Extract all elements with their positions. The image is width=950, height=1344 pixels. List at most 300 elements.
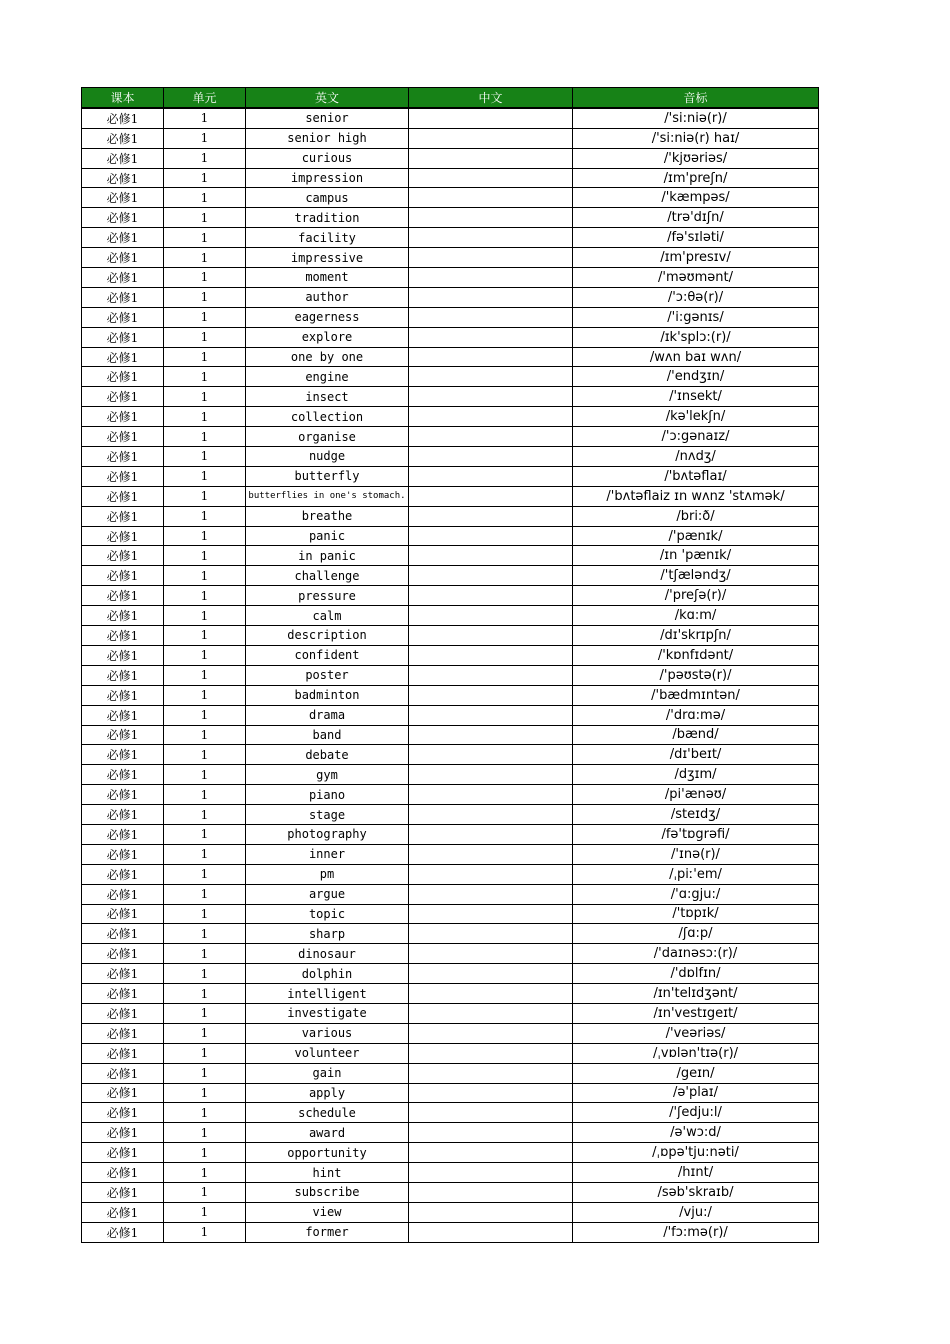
cell-chinese bbox=[409, 685, 573, 705]
header-row bbox=[82, 88, 819, 108]
cell-book: 必修1 bbox=[82, 367, 164, 387]
cell-english: dolphin bbox=[246, 964, 409, 984]
cell-unit: 1 bbox=[164, 128, 246, 148]
cell-chinese bbox=[409, 287, 573, 307]
cell-unit: 1 bbox=[164, 626, 246, 646]
cell-english: view bbox=[246, 1202, 409, 1222]
cell-phonetic: /geɪn/ bbox=[573, 1063, 819, 1083]
cell-chinese bbox=[409, 1143, 573, 1163]
cell-book: 必修1 bbox=[82, 228, 164, 248]
table-row bbox=[82, 148, 819, 168]
cell-chinese bbox=[409, 347, 573, 367]
table-row bbox=[82, 685, 819, 705]
cell-chinese bbox=[409, 645, 573, 665]
cell-english: pressure bbox=[246, 586, 409, 606]
cell-book: 必修1 bbox=[82, 526, 164, 546]
cell-book: 必修1 bbox=[82, 1163, 164, 1183]
cell-unit: 1 bbox=[164, 1063, 246, 1083]
cell-book: 必修1 bbox=[82, 665, 164, 685]
cell-unit: 1 bbox=[164, 1182, 246, 1202]
cell-unit: 1 bbox=[164, 765, 246, 785]
cell-english: nudge bbox=[246, 447, 409, 467]
cell-phonetic: /ə'wɔ:d/ bbox=[573, 1123, 819, 1143]
cell-book: 必修1 bbox=[82, 307, 164, 327]
cell-phonetic: /nʌdʒ/ bbox=[573, 447, 819, 467]
cell-unit: 1 bbox=[164, 168, 246, 188]
cell-english: breathe bbox=[246, 506, 409, 526]
cell-english: one by one bbox=[246, 347, 409, 367]
cell-english: investigate bbox=[246, 1003, 409, 1023]
cell-phonetic: /'kɒnfɪdənt/ bbox=[573, 645, 819, 665]
cell-phonetic: /səb'skraɪb/ bbox=[573, 1182, 819, 1202]
cell-english: band bbox=[246, 725, 409, 745]
cell-chinese bbox=[409, 1023, 573, 1043]
table-row bbox=[82, 526, 819, 546]
cell-chinese bbox=[409, 307, 573, 327]
cell-english: sharp bbox=[246, 924, 409, 944]
cell-phonetic: /vju:/ bbox=[573, 1202, 819, 1222]
cell-chinese bbox=[409, 1063, 573, 1083]
cell-chinese bbox=[409, 367, 573, 387]
cell-english: gym bbox=[246, 765, 409, 785]
cell-chinese bbox=[409, 1083, 573, 1103]
cell-phonetic: /'tɒpɪk/ bbox=[573, 904, 819, 924]
cell-phonetic: /bri:ð/ bbox=[573, 506, 819, 526]
cell-unit: 1 bbox=[164, 824, 246, 844]
cell-book: 必修1 bbox=[82, 1083, 164, 1103]
cell-book: 必修1 bbox=[82, 844, 164, 864]
cell-chinese bbox=[409, 248, 573, 268]
cell-chinese bbox=[409, 586, 573, 606]
cell-book: 必修1 bbox=[82, 407, 164, 427]
table-row bbox=[82, 387, 819, 407]
cell-book: 必修1 bbox=[82, 168, 164, 188]
cell-chinese bbox=[409, 1182, 573, 1202]
cell-unit: 1 bbox=[164, 1023, 246, 1043]
cell-phonetic: /'drɑ:mə/ bbox=[573, 705, 819, 725]
cell-book: 必修1 bbox=[82, 108, 164, 128]
cell-unit: 1 bbox=[164, 367, 246, 387]
cell-book: 必修1 bbox=[82, 685, 164, 705]
table-row bbox=[82, 645, 819, 665]
cell-phonetic: /'məʊmənt/ bbox=[573, 268, 819, 288]
table-row bbox=[82, 208, 819, 228]
cell-unit: 1 bbox=[164, 665, 246, 685]
cell-book: 必修1 bbox=[82, 486, 164, 506]
cell-chinese bbox=[409, 1043, 573, 1063]
cell-unit: 1 bbox=[164, 248, 246, 268]
cell-chinese bbox=[409, 466, 573, 486]
cell-english: badminton bbox=[246, 685, 409, 705]
cell-book: 必修1 bbox=[82, 566, 164, 586]
cell-english: drama bbox=[246, 705, 409, 725]
cell-phonetic: /ɪm'presɪv/ bbox=[573, 248, 819, 268]
cell-book: 必修1 bbox=[82, 248, 164, 268]
cell-english: debate bbox=[246, 745, 409, 765]
cell-chinese bbox=[409, 626, 573, 646]
cell-phonetic: /'bædmɪntən/ bbox=[573, 685, 819, 705]
cell-english: intelligent bbox=[246, 984, 409, 1004]
cell-english: author bbox=[246, 287, 409, 307]
cell-english: butterfly bbox=[246, 466, 409, 486]
cell-unit: 1 bbox=[164, 944, 246, 964]
table-row bbox=[82, 1103, 819, 1123]
cell-unit: 1 bbox=[164, 387, 246, 407]
cell-english: gain bbox=[246, 1063, 409, 1083]
cell-english: curious bbox=[246, 148, 409, 168]
table-row bbox=[82, 964, 819, 984]
cell-english: opportunity bbox=[246, 1143, 409, 1163]
cell-phonetic: /ɪk'splɔ:(r)/ bbox=[573, 327, 819, 347]
cell-phonetic: /ɪn 'pænɪk/ bbox=[573, 546, 819, 566]
cell-chinese bbox=[409, 864, 573, 884]
cell-book: 必修1 bbox=[82, 765, 164, 785]
cell-english: eagerness bbox=[246, 307, 409, 327]
cell-unit: 1 bbox=[164, 1222, 246, 1242]
cell-english: senior high bbox=[246, 128, 409, 148]
cell-chinese bbox=[409, 1003, 573, 1023]
table-row bbox=[82, 606, 819, 626]
cell-phonetic: /'ɔ:gənaɪz/ bbox=[573, 427, 819, 447]
cell-english: engine bbox=[246, 367, 409, 387]
cell-book: 必修1 bbox=[82, 805, 164, 825]
table-row bbox=[82, 248, 819, 268]
table-row bbox=[82, 506, 819, 526]
table-row bbox=[82, 546, 819, 566]
cell-chinese bbox=[409, 725, 573, 745]
cell-book: 必修1 bbox=[82, 1063, 164, 1083]
cell-chinese bbox=[409, 984, 573, 1004]
cell-english: piano bbox=[246, 785, 409, 805]
cell-phonetic: /'i:gənɪs/ bbox=[573, 307, 819, 327]
table-body bbox=[82, 108, 819, 1242]
cell-book: 必修1 bbox=[82, 1003, 164, 1023]
header-unit: 单元 bbox=[164, 88, 246, 108]
cell-book: 必修1 bbox=[82, 924, 164, 944]
cell-english: explore bbox=[246, 327, 409, 347]
cell-unit: 1 bbox=[164, 884, 246, 904]
table-row bbox=[82, 1222, 819, 1242]
cell-phonetic: /'fɔ:mə(r)/ bbox=[573, 1222, 819, 1242]
cell-chinese bbox=[409, 964, 573, 984]
cell-book: 必修1 bbox=[82, 327, 164, 347]
table-row bbox=[82, 1023, 819, 1043]
cell-book: 必修1 bbox=[82, 1143, 164, 1163]
cell-phonetic: /'bʌtəflaɪ/ bbox=[573, 466, 819, 486]
cell-unit: 1 bbox=[164, 805, 246, 825]
cell-phonetic: /'kæmpəs/ bbox=[573, 188, 819, 208]
cell-english: impression bbox=[246, 168, 409, 188]
cell-phonetic: /'veəriəs/ bbox=[573, 1023, 819, 1043]
table-row bbox=[82, 1123, 819, 1143]
cell-phonetic: /'endʒɪn/ bbox=[573, 367, 819, 387]
table-row bbox=[82, 1083, 819, 1103]
cell-chinese bbox=[409, 407, 573, 427]
table-row bbox=[82, 1202, 819, 1222]
cell-unit: 1 bbox=[164, 347, 246, 367]
cell-book: 必修1 bbox=[82, 1023, 164, 1043]
cell-phonetic: /dʒɪm/ bbox=[573, 765, 819, 785]
table-row bbox=[82, 924, 819, 944]
cell-unit: 1 bbox=[164, 864, 246, 884]
table-row bbox=[82, 1143, 819, 1163]
cell-chinese bbox=[409, 824, 573, 844]
cell-english: topic bbox=[246, 904, 409, 924]
cell-english: butterflies in one's stomach. bbox=[246, 486, 409, 506]
header-book: 课本 bbox=[82, 88, 164, 108]
cell-book: 必修1 bbox=[82, 268, 164, 288]
cell-book: 必修1 bbox=[82, 884, 164, 904]
cell-book: 必修1 bbox=[82, 745, 164, 765]
cell-chinese bbox=[409, 108, 573, 128]
cell-unit: 1 bbox=[164, 526, 246, 546]
cell-book: 必修1 bbox=[82, 586, 164, 606]
cell-english: confident bbox=[246, 645, 409, 665]
cell-english: apply bbox=[246, 1083, 409, 1103]
table-row bbox=[82, 228, 819, 248]
table-row bbox=[82, 626, 819, 646]
cell-chinese bbox=[409, 447, 573, 467]
cell-chinese bbox=[409, 1103, 573, 1123]
cell-phonetic: /ˌvɒlən'tɪə(r)/ bbox=[573, 1043, 819, 1063]
table-row bbox=[82, 566, 819, 586]
table-row bbox=[82, 705, 819, 725]
cell-unit: 1 bbox=[164, 705, 246, 725]
cell-unit: 1 bbox=[164, 1083, 246, 1103]
cell-english: panic bbox=[246, 526, 409, 546]
cell-book: 必修1 bbox=[82, 1182, 164, 1202]
table-row bbox=[82, 307, 819, 327]
cell-chinese bbox=[409, 844, 573, 864]
cell-book: 必修1 bbox=[82, 944, 164, 964]
cell-book: 必修1 bbox=[82, 984, 164, 1004]
cell-unit: 1 bbox=[164, 1143, 246, 1163]
cell-chinese bbox=[409, 745, 573, 765]
cell-english: various bbox=[246, 1023, 409, 1043]
cell-unit: 1 bbox=[164, 208, 246, 228]
cell-english: pm bbox=[246, 864, 409, 884]
header-phonetic: 音标 bbox=[573, 88, 819, 108]
cell-book: 必修1 bbox=[82, 347, 164, 367]
cell-book: 必修1 bbox=[82, 387, 164, 407]
cell-chinese bbox=[409, 705, 573, 725]
cell-book: 必修1 bbox=[82, 1103, 164, 1123]
cell-unit: 1 bbox=[164, 447, 246, 467]
table-row bbox=[82, 745, 819, 765]
cell-book: 必修1 bbox=[82, 128, 164, 148]
table-row bbox=[82, 486, 819, 506]
table-row bbox=[82, 447, 819, 467]
cell-english: schedule bbox=[246, 1103, 409, 1123]
cell-chinese bbox=[409, 387, 573, 407]
cell-english: tradition bbox=[246, 208, 409, 228]
cell-chinese bbox=[409, 1123, 573, 1143]
table-row bbox=[82, 427, 819, 447]
cell-phonetic: /wʌn baɪ wʌn/ bbox=[573, 347, 819, 367]
cell-chinese bbox=[409, 1163, 573, 1183]
cell-unit: 1 bbox=[164, 268, 246, 288]
table-row bbox=[82, 268, 819, 288]
cell-chinese bbox=[409, 785, 573, 805]
cell-english: organise bbox=[246, 427, 409, 447]
cell-phonetic: /dɪ'skrɪpʃn/ bbox=[573, 626, 819, 646]
vocabulary-table bbox=[81, 87, 819, 1243]
cell-phonetic: /'tʃæləndʒ/ bbox=[573, 566, 819, 586]
cell-phonetic: /'pəʊstə(r)/ bbox=[573, 665, 819, 685]
cell-phonetic: /'bʌtəflaiz ɪn wʌnz 'stʌmək/ bbox=[573, 486, 819, 506]
cell-book: 必修1 bbox=[82, 188, 164, 208]
cell-chinese bbox=[409, 228, 573, 248]
cell-unit: 1 bbox=[164, 1123, 246, 1143]
cell-chinese bbox=[409, 566, 573, 586]
table-header bbox=[82, 88, 819, 108]
cell-chinese bbox=[409, 168, 573, 188]
cell-english: impressive bbox=[246, 248, 409, 268]
cell-chinese bbox=[409, 884, 573, 904]
table-row bbox=[82, 765, 819, 785]
cell-unit: 1 bbox=[164, 287, 246, 307]
cell-phonetic: /ˌpiː'em/ bbox=[573, 864, 819, 884]
table-row bbox=[82, 805, 819, 825]
table-row bbox=[82, 1182, 819, 1202]
cell-unit: 1 bbox=[164, 407, 246, 427]
cell-chinese bbox=[409, 606, 573, 626]
cell-chinese bbox=[409, 327, 573, 347]
table-row bbox=[82, 128, 819, 148]
cell-unit: 1 bbox=[164, 546, 246, 566]
cell-book: 必修1 bbox=[82, 466, 164, 486]
cell-phonetic: /pi'ænəʊ/ bbox=[573, 785, 819, 805]
cell-phonetic: /'ɔ:θə(r)/ bbox=[573, 287, 819, 307]
cell-book: 必修1 bbox=[82, 148, 164, 168]
cell-phonetic: /dɪ'beɪt/ bbox=[573, 745, 819, 765]
cell-phonetic: /ɪn'telɪdʒənt/ bbox=[573, 984, 819, 1004]
cell-book: 必修1 bbox=[82, 606, 164, 626]
cell-english: calm bbox=[246, 606, 409, 626]
cell-book: 必修1 bbox=[82, 626, 164, 646]
cell-unit: 1 bbox=[164, 1043, 246, 1063]
cell-chinese bbox=[409, 188, 573, 208]
cell-english: dinosaur bbox=[246, 944, 409, 964]
cell-book: 必修1 bbox=[82, 546, 164, 566]
cell-book: 必修1 bbox=[82, 447, 164, 467]
cell-chinese bbox=[409, 944, 573, 964]
cell-chinese bbox=[409, 1202, 573, 1222]
cell-english: poster bbox=[246, 665, 409, 685]
cell-english: inner bbox=[246, 844, 409, 864]
cell-chinese bbox=[409, 486, 573, 506]
cell-unit: 1 bbox=[164, 1163, 246, 1183]
table-row bbox=[82, 327, 819, 347]
cell-unit: 1 bbox=[164, 606, 246, 626]
cell-book: 必修1 bbox=[82, 1123, 164, 1143]
cell-english: description bbox=[246, 626, 409, 646]
cell-phonetic: /'ɪnə(r)/ bbox=[573, 844, 819, 864]
cell-phonetic: /bænd/ bbox=[573, 725, 819, 745]
cell-book: 必修1 bbox=[82, 964, 164, 984]
cell-english: volunteer bbox=[246, 1043, 409, 1063]
cell-english: insect bbox=[246, 387, 409, 407]
header-chinese: 中文 bbox=[409, 88, 573, 108]
table-row bbox=[82, 984, 819, 1004]
cell-book: 必修1 bbox=[82, 287, 164, 307]
header-english: 英文 bbox=[246, 88, 409, 108]
cell-unit: 1 bbox=[164, 745, 246, 765]
table-row bbox=[82, 188, 819, 208]
cell-book: 必修1 bbox=[82, 1222, 164, 1242]
cell-chinese bbox=[409, 427, 573, 447]
cell-chinese bbox=[409, 506, 573, 526]
table-row bbox=[82, 1003, 819, 1023]
cell-unit: 1 bbox=[164, 785, 246, 805]
table-row bbox=[82, 168, 819, 188]
cell-unit: 1 bbox=[164, 964, 246, 984]
cell-unit: 1 bbox=[164, 844, 246, 864]
cell-chinese bbox=[409, 208, 573, 228]
cell-phonetic: /'pænɪk/ bbox=[573, 526, 819, 546]
cell-unit: 1 bbox=[164, 466, 246, 486]
cell-phonetic: /'si:niə(r)/ bbox=[573, 108, 819, 128]
cell-book: 必修1 bbox=[82, 1043, 164, 1063]
cell-phonetic: /'ɑ:gju:/ bbox=[573, 884, 819, 904]
cell-unit: 1 bbox=[164, 148, 246, 168]
table-row bbox=[82, 665, 819, 685]
cell-english: award bbox=[246, 1123, 409, 1143]
cell-phonetic: /ɪn'vestɪgeɪt/ bbox=[573, 1003, 819, 1023]
cell-chinese bbox=[409, 924, 573, 944]
cell-phonetic: /ʃɑ:p/ bbox=[573, 924, 819, 944]
cell-chinese bbox=[409, 128, 573, 148]
cell-unit: 1 bbox=[164, 307, 246, 327]
cell-phonetic: /'ʃedju:l/ bbox=[573, 1103, 819, 1123]
cell-unit: 1 bbox=[164, 904, 246, 924]
cell-unit: 1 bbox=[164, 188, 246, 208]
table-row bbox=[82, 824, 819, 844]
table-row bbox=[82, 108, 819, 128]
cell-phonetic: /'si:niə(r) haɪ/ bbox=[573, 128, 819, 148]
cell-english: former bbox=[246, 1222, 409, 1242]
cell-book: 必修1 bbox=[82, 427, 164, 447]
cell-chinese bbox=[409, 765, 573, 785]
cell-unit: 1 bbox=[164, 1103, 246, 1123]
cell-unit: 1 bbox=[164, 506, 246, 526]
cell-english: campus bbox=[246, 188, 409, 208]
table-row bbox=[82, 1063, 819, 1083]
cell-chinese bbox=[409, 904, 573, 924]
cell-chinese bbox=[409, 665, 573, 685]
table-row bbox=[82, 844, 819, 864]
cell-english: collection bbox=[246, 407, 409, 427]
cell-unit: 1 bbox=[164, 566, 246, 586]
cell-unit: 1 bbox=[164, 586, 246, 606]
table-row bbox=[82, 944, 819, 964]
cell-english: subscribe bbox=[246, 1182, 409, 1202]
cell-chinese bbox=[409, 546, 573, 566]
table-row bbox=[82, 407, 819, 427]
table-row bbox=[82, 1043, 819, 1063]
cell-phonetic: /'kjʊəriəs/ bbox=[573, 148, 819, 168]
cell-book: 必修1 bbox=[82, 506, 164, 526]
table-row bbox=[82, 287, 819, 307]
cell-phonetic: /fə'sɪləti/ bbox=[573, 228, 819, 248]
cell-english: stage bbox=[246, 805, 409, 825]
cell-unit: 1 bbox=[164, 108, 246, 128]
cell-unit: 1 bbox=[164, 725, 246, 745]
cell-unit: 1 bbox=[164, 645, 246, 665]
cell-phonetic: /fə'tɒgrəfi/ bbox=[573, 824, 819, 844]
cell-phonetic: /ɪm'preʃn/ bbox=[573, 168, 819, 188]
cell-phonetic: /steɪdʒ/ bbox=[573, 805, 819, 825]
